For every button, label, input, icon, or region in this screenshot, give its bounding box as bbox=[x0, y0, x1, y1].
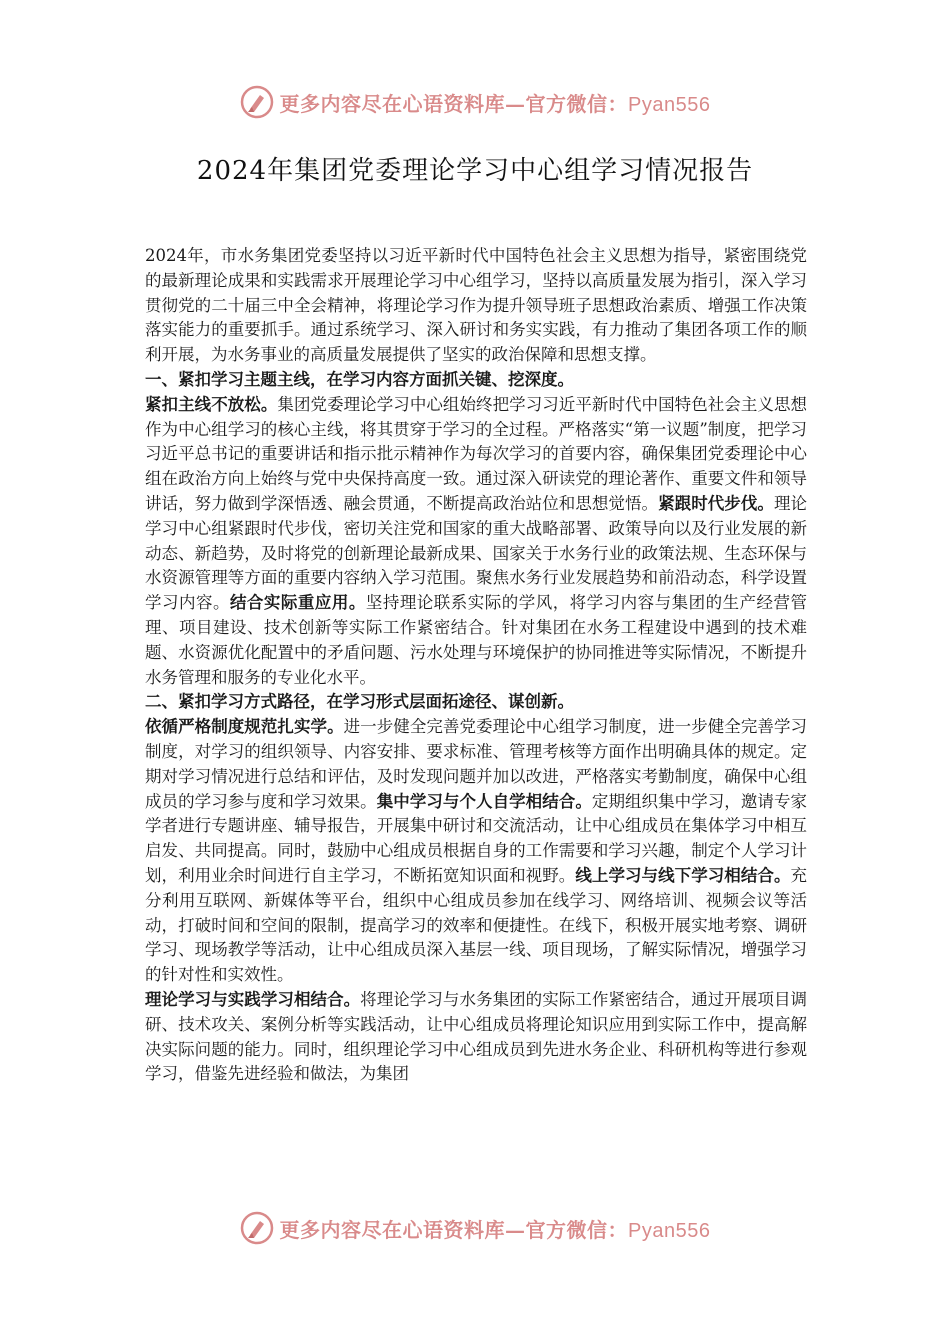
section-2-text-4: 将理论学习与水务集团的实际工作紧密结合，通过开展项目调研、技术攻关、案例分析等实践活动，让中心组成员将理论知识应用到实际工作中，提高解决实际问题的能力。同时，组织理论学习中心组成员到先进水务企业、科研机构等进行参观学习，借鉴先进经验和做法，为集团 bbox=[145, 989, 808, 1084]
watermark-text: 更多内容尽在心语资料库—官方微信：Pyan556 bbox=[279, 91, 711, 116]
section-1-heading: 一、紧扣学习主题主线，在学习内容方面抓关键、挖深度。 bbox=[145, 369, 574, 389]
section-2-lead-3: 线上学习与线下学习相结合。 bbox=[575, 865, 791, 885]
pen-nib-logo-icon bbox=[240, 1211, 274, 1245]
section-2-heading: 二、紧扣学习方式路径，在学习形式层面拓途径、谋创新。 bbox=[145, 692, 574, 712]
section-2-lead-1: 依循严格制度规范扎实学。 bbox=[145, 717, 344, 737]
section-1-paragraph bbox=[145, 393, 807, 691]
watermark-handle: Pyan556 bbox=[628, 1219, 711, 1242]
watermark-footer bbox=[0, 1208, 950, 1248]
section-1-text-3: 坚持理论联系实际的学风，将学习内容与集团的生产经营管理、项目建设、技术创新等实际工作紧密结合。针对集团在水务工程建设中遇到的技术难题、水资源优化配置中的矛盾问题、污水处理与环境保护的协同推进等实际情况，不断提升水务管理和服务的专业化水平。 bbox=[145, 593, 808, 687]
section-2-text-1: 进一步健全完善党委理论中心组学习制度，进一步健全完善学习制度，对学习的组织领导、内容安排、要求标准、管理考核等方面作出明确具体的规定。定期对学习情况进行总结和评估，及时发现问题并加以改进，严格落实考勤制度，确保中心组成员的学习参与度和学习效果。 bbox=[145, 717, 808, 811]
section-1-text-2: 理论学习中心组紧跟时代步伐，密切关注党和国家的重大战略部署、政策导向以及行业发展的新动态、新趋势，及时将党的创新理论最新成果、国家关于水务行业的政策法规、生态环保与水资源管理等方面的重要内容纳入学习范围。聚焦水务行业发展趋势和前沿动态，科学设置学习内容。 bbox=[145, 493, 808, 613]
watermark-header bbox=[0, 82, 950, 122]
page-title: 2024年集团党委理论学习中心组学习情况报告 bbox=[196, 156, 754, 186]
intro-paragraph: 2024年，市水务集团党委坚持以习近平新时代中国特色社会主义思想为指导，紧密围绕党的最新理论成果和实践需求开展理论学习中心组学习，坚持以高质量发展为指引，深入学习贯彻党的二十届三中全会精神，将理论学习作为提升领导班子思想政治素质、增强工作决策落实能力的重要抓手。通过系统学习、深入研讨和务实实践，有力推动了集团各项工作的顺利开展，为水务事业的高质量发展提供了坚实的政治保障和思想支撑。 bbox=[145, 246, 807, 365]
section-2-paragraph bbox=[145, 715, 807, 988]
section-1-lead-1: 紧扣主线不放松。 bbox=[145, 394, 278, 414]
section-1-lead-3: 结合实际重应用。 bbox=[229, 593, 366, 613]
section-2-lead-2: 集中学习与个人自学相结合。 bbox=[376, 791, 592, 811]
section-1-text-1: 集团党委理论学习中心组始终把学习习近平新时代中国特色社会主义思想作为中心组学习的核心主线，将其贯穿于学习的全过程。严格落实“第一议题”制度，把学习习近平总书记的重要讲话和指示批示精神作为每次学习的首要内容，确保集团党委理论中心组在政治方向上始终与党中央保持高度一致。通过深入研读党的理论著作、重要文件和领导讲话，努力做到学深悟透、融会贯通，不断提高政治站位和思想觉悟。 bbox=[145, 394, 808, 513]
pen-nib-logo-icon bbox=[240, 85, 274, 119]
document-body bbox=[145, 244, 807, 1087]
section-2-text-3: 充分利用互联网、新媒体等平台，组织中心组成员参加在线学习、网络培训、视频会议等活动，打破时间和空间的限制，提高学习的效率和便捷性。在线下，积极开展实地考察、调研学习、现场教学等活动，让中心组成员深入基层一线、项目现场，了解实际情况，增强学习的针对性和实效性。 bbox=[145, 865, 808, 985]
section-2-lead-4: 理论学习与实践学习相结合。 bbox=[145, 989, 361, 1009]
section-2-text-2: 定期组织集中学习，邀请专家学者进行专题讲座、辅导报告，开展集中研讨和交流活动，让中心组成员在集体学习中相互启发、共同提高。同时，鼓励中心组成员根据自身的工作需要和学习兴趣，制定个人学习计划，利用业余时间进行自主学习，不断拓宽知识面和视野。 bbox=[145, 791, 808, 885]
section-1-lead-2: 紧跟时代步伐。 bbox=[658, 493, 774, 513]
watermark-handle: Pyan556 bbox=[628, 93, 711, 116]
watermark-text: 更多内容尽在心语资料库—官方微信：Pyan556 bbox=[279, 1217, 711, 1242]
section-2-paragraph-2 bbox=[145, 988, 807, 1087]
